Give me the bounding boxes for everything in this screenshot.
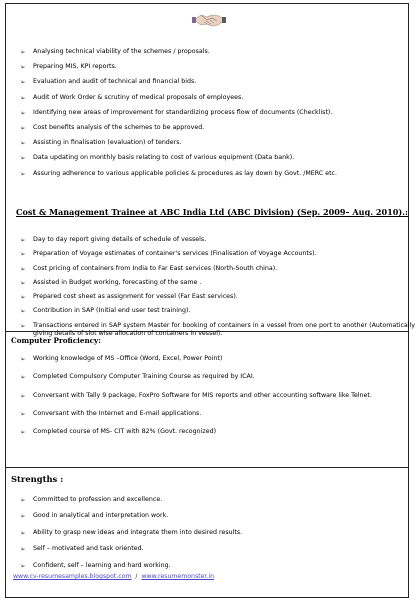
arrow-bullet-icon: ➢ bbox=[20, 355, 26, 363]
arrow-bullet-icon: ➢ bbox=[20, 236, 26, 244]
list-item: ➢ Transactions entered in SAP system Master for booking of containers in a vessel from one port to another (Automatically giving details of slot wise allocation of containers in vessel). bbox=[20, 321, 415, 337]
arrow-bullet-icon: ➢ bbox=[20, 373, 26, 382]
list-item: ➢ Committed to profession and excellence. bbox=[20, 496, 163, 504]
arrow-bullet-icon: ➢ bbox=[20, 264, 26, 273]
arrow-bullet-icon: ➢ bbox=[20, 139, 26, 148]
section-divider bbox=[6, 467, 408, 468]
list-item: ➢ Audit of Work Order & scrutiny of medical proposals of employees. bbox=[20, 93, 244, 102]
list-item: ➢ Assisted in Budget working, forecasting of the same . bbox=[20, 278, 202, 287]
strengths-bullet-list bbox=[20, 496, 242, 570]
arrow-bullet-icon: ➢ bbox=[20, 561, 26, 570]
arrow-bullet-icon: ➢ bbox=[20, 48, 26, 56]
arrow-bullet-icon: ➢ bbox=[20, 93, 26, 102]
arrow-bullet-icon: ➢ bbox=[20, 169, 26, 178]
list-item: ➢ Identifying new areas of improvement for standardizing process flow of documents (Checklist). bbox=[20, 108, 333, 117]
arrow-bullet-icon: ➢ bbox=[20, 63, 26, 72]
list-item: ➢ Cost benefits analysis of the schemes to be approved. bbox=[20, 123, 205, 132]
arrow-bullet-icon: ➢ bbox=[20, 154, 26, 163]
list-item: ➢ Preparing MIS, KPI reports. bbox=[20, 63, 117, 72]
list-item: ➢ Conversant with Tally 9 package, FoxPro Software for MIS reports and other accounting software like Telnet. bbox=[20, 391, 372, 400]
arrow-bullet-icon: ➢ bbox=[20, 528, 26, 537]
list-item: ➢ Assisting in finalisation (evaluation) of tenders. bbox=[20, 139, 182, 148]
job-bullet-list bbox=[20, 236, 415, 338]
handshake-icon bbox=[192, 11, 226, 29]
arrow-bullet-icon: ➢ bbox=[20, 250, 26, 259]
arrow-bullet-icon: ➢ bbox=[20, 123, 26, 132]
list-item: ➢ Day to day report giving details of schedule of vessels. bbox=[20, 236, 207, 244]
list-item: ➢ Self – motivated and task oriented. bbox=[20, 545, 144, 554]
arrow-bullet-icon: ➢ bbox=[20, 278, 26, 287]
computer-bullet-list bbox=[20, 355, 372, 436]
list-item: ➢ Conversant with the Internet and E-mail applications. bbox=[20, 409, 202, 418]
computer-proficiency-heading: Computer Proficiency: bbox=[11, 336, 101, 345]
job-heading: Cost & Management Trainee at ABC India Ltd (ABC Division) (Sep. 2009– Aug. 2010).: bbox=[16, 207, 409, 217]
list-item: ➢ Assuring adherence to various applicable policies & procedures as lay down by Govt. /MERC etc. bbox=[20, 169, 338, 178]
list-item: ➢ Completed Compulsory Computer Training Course as required by ICAI. bbox=[20, 373, 255, 382]
experience-bullet-list bbox=[20, 48, 337, 178]
list-item: ➢ Cost pricing of containers from India to Far East services (North-South china). bbox=[20, 264, 278, 273]
section-divider bbox=[6, 331, 408, 332]
arrow-bullet-icon: ➢ bbox=[20, 391, 26, 400]
arrow-bullet-icon: ➢ bbox=[20, 428, 26, 437]
resume-monster-link[interactable]: www.resumemonster.in bbox=[141, 573, 214, 580]
arrow-bullet-icon: ➢ bbox=[20, 512, 26, 521]
list-item: ➢ Analysing technical viability of the schemes / proposals. bbox=[20, 48, 210, 56]
footer-links bbox=[13, 573, 214, 580]
strengths-heading: Strengths : bbox=[11, 474, 64, 484]
arrow-bullet-icon: ➢ bbox=[20, 78, 26, 87]
list-item: ➢ Working knowledge of MS –Office (Word, Excel, Power Point) bbox=[20, 355, 223, 363]
list-item: ➢ Preparation of Voyage estimates of container's services (Finalisation of Voyage Accounts). bbox=[20, 250, 317, 259]
footer-separator: / bbox=[131, 573, 142, 580]
resume-samples-link[interactable]: www.cv-resumesamples.blogspot.com bbox=[13, 573, 132, 580]
list-item: ➢ Evaluation and audit of technical and financial bids. bbox=[20, 78, 197, 87]
list-item: ➢ Confident, self – learning and hard working. bbox=[20, 561, 171, 570]
arrow-bullet-icon: ➢ bbox=[20, 496, 26, 504]
arrow-bullet-icon: ➢ bbox=[20, 321, 26, 330]
list-item: ➢ Good in analytical and interpretation work. bbox=[20, 512, 169, 521]
arrow-bullet-icon: ➢ bbox=[20, 409, 26, 418]
list-item: ➢ Contribution in SAP (Initial end user test training). bbox=[20, 307, 191, 316]
arrow-bullet-icon: ➢ bbox=[20, 545, 26, 554]
list-item: ➢ Prepared cost sheet as assignment for vessel (Far East services). bbox=[20, 293, 238, 302]
arrow-bullet-icon: ➢ bbox=[20, 307, 26, 316]
arrow-bullet-icon: ➢ bbox=[20, 108, 26, 117]
list-item: ➢ Data updating on monthly basis relating to cost of various equipment (Data bank). bbox=[20, 154, 295, 163]
list-item: ➢ Ability to grasp new ideas and integrate them into desired results. bbox=[20, 528, 243, 537]
arrow-bullet-icon: ➢ bbox=[20, 293, 26, 302]
list-item: ➢ Completed course of MS- CIT with 82% (Govt. recognized) bbox=[20, 428, 217, 437]
